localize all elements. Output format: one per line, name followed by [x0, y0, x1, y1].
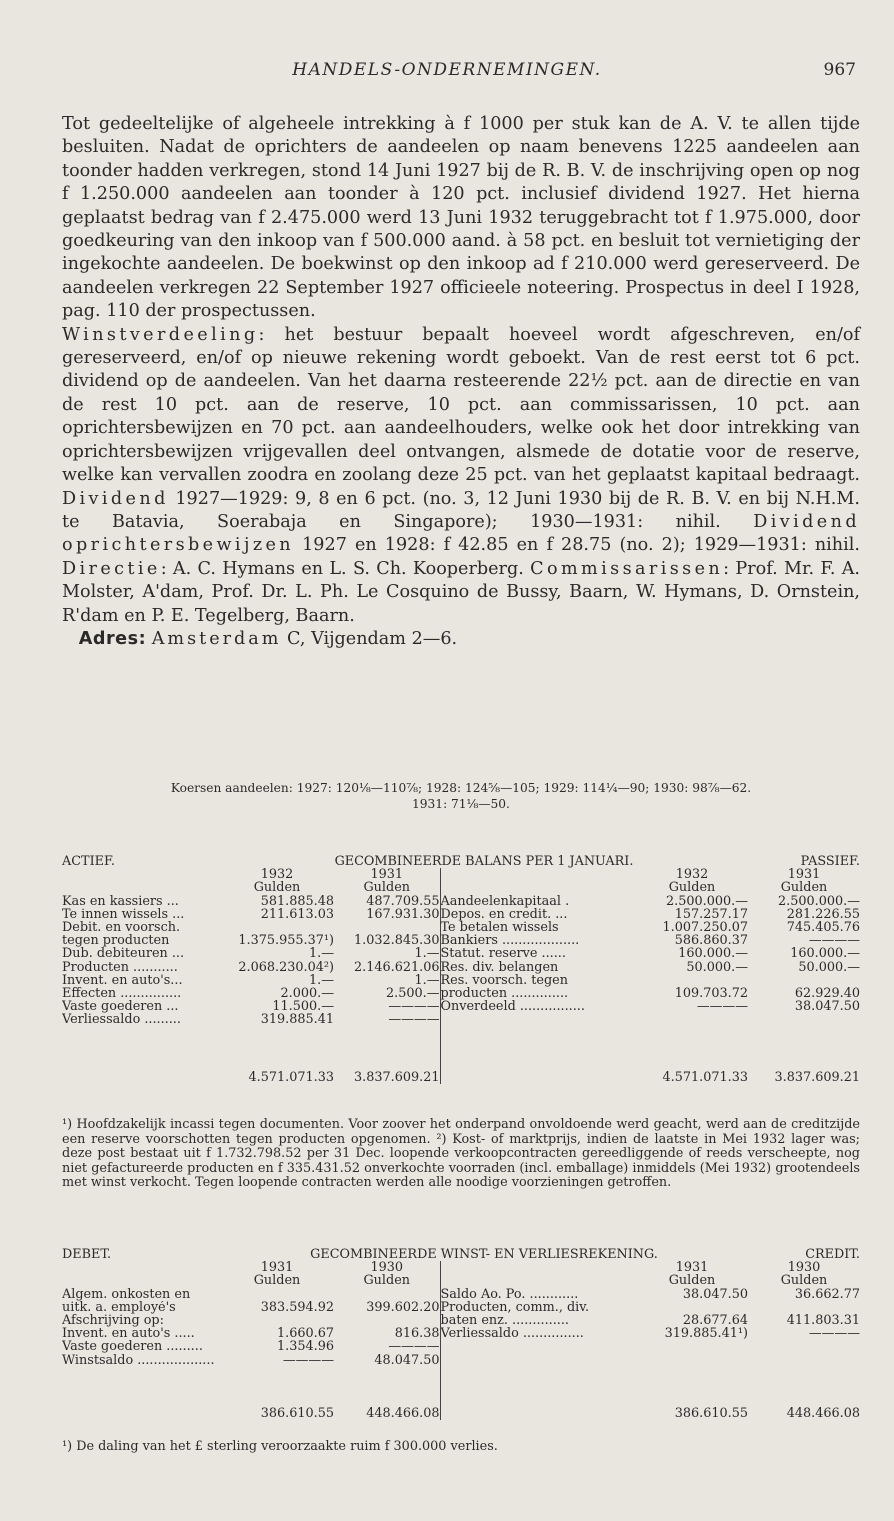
winst-spacer-cell [636, 1367, 748, 1407]
balans-value-right-2 [748, 974, 860, 987]
balans-total-right-1: 4.571.071.33 [662, 1070, 748, 1084]
winst-totals-row [62, 1407, 860, 1420]
balans-value-left-1: 211.613.03 [260, 907, 334, 922]
winst-year-left-2: 1930 [370, 1261, 404, 1275]
winst-title-row [62, 1248, 860, 1261]
balans-unit-spacer-left [62, 881, 220, 894]
balans-row [62, 974, 860, 987]
issue-history-text: Tot gedeeltelijke of algeheele intrekking à f 1000 per stuk kan de A. V. te allen tijde besluiten. Nadat de oprichters de aandeelen op naam benevens 1225 aandeelen aan toonder hadden verkregen, stond 14 Juni 1927 bij de R. B. V. de inschrijving open op nog f 1.250.000 aandeelen aan toonder à 120 pct. inclusief dividend 1927. Het hierna geplaatst bedrag van f 2.475.000 werd 13 Juni 1932 teruggebracht tot f 1.975.000, door goedkeuring van den inkoop van f 500.000 aand. à 58 pct. en besluit tot vernietiging der ingekochte aandeelen. De boekwinst op den inkoop ad f 210.000 werd gereserveerd. De aandeelen verkregen 22 September 1927 officieele noteering. Prospectus in deel I 1928, pag. 110 der prospectussen. [62, 114, 860, 322]
paragraph-issue-history [62, 113, 860, 324]
koersen-line-2: 1931: 71⅛—50. [412, 797, 510, 811]
winstverdeeling-heading: Winstverdeeling [62, 324, 259, 345]
balans-row [62, 961, 860, 974]
winst-unit-spacer-left [62, 1274, 220, 1287]
winst-value-left-2: 399.602.20 [366, 1300, 440, 1315]
balans-row [62, 1013, 860, 1026]
winst-value-right-2: 411.803.31 [786, 1314, 860, 1328]
winst-value-right-2: 36.662.77 [794, 1287, 860, 1301]
winst-spacer-row [62, 1367, 860, 1407]
winst-year-left-1: 1931 [260, 1261, 294, 1275]
winst-title-right: CREDIT. [805, 1248, 860, 1262]
adres-street: C, Vijgendam 2—6. [281, 628, 458, 649]
winst-spacer-cell [748, 1367, 860, 1407]
balans-spacer-cell [334, 1027, 440, 1071]
winst-label-left: Invent. en auto's ..... [62, 1327, 195, 1341]
balans-title-row [62, 855, 860, 868]
winst-value-left-1 [220, 1314, 334, 1327]
directie-text: : A. C. Hymans en L. S. Ch. Kooperberg. [160, 558, 531, 579]
winst-row [62, 1314, 860, 1327]
dividend-oprichtersbewijzen-text: 1927 en 1928: f 42.85 en f 28.75 (no. 2); 1929—1931: nihil. [294, 535, 860, 556]
dividend-oprichtersbewijzen-heading: Dividend oprichtersbewijzen [62, 511, 860, 556]
winst-value-left-1: ———— [282, 1353, 334, 1367]
balans-label-right: Onverdeeld ................ [440, 1000, 636, 1013]
winst-verlies-table [62, 1248, 860, 1420]
winst-years-spacer-right [440, 1261, 636, 1274]
winst-label-left: Winstsaldo ................... [62, 1353, 215, 1367]
balans-value-left-2: 1.032.845.30 [354, 934, 440, 948]
balans-value-right-2 [748, 1013, 860, 1026]
winst-label-left: Algem. onkosten en [62, 1287, 191, 1301]
balans-unit-spacer-right [440, 881, 636, 894]
winst-title-left: DEBET. [62, 1248, 112, 1262]
balans-label-right: Bankiers ................... [440, 934, 636, 947]
winst-value-left-2 [334, 1288, 440, 1301]
winst-unit-right-2: Gulden [780, 1274, 828, 1288]
winst-label-right [440, 1354, 636, 1367]
balans-spacer-row [62, 1027, 860, 1071]
winst-label-left: Afschrijving op: [62, 1314, 164, 1328]
balans-value-left-2: ———— [388, 1013, 440, 1027]
winst-value-left-1: 383.594.92 [260, 1300, 334, 1315]
balans-value-left-2 [334, 921, 440, 934]
winst-row [62, 1288, 860, 1301]
winst-label-right: baten enz. .............. [440, 1314, 636, 1327]
commissarissen-heading: Commissarissen [530, 558, 724, 579]
balans-spacer-cell [748, 1027, 860, 1071]
balans-label-right [440, 1013, 636, 1026]
winst-spacer-cell [440, 1367, 636, 1407]
balans-row [62, 934, 860, 947]
balans-year-right-2: 1931 [787, 868, 821, 882]
balans-unit-row [62, 881, 860, 894]
balans-row [62, 921, 860, 934]
winst-footnotes [62, 1440, 860, 1455]
balans-value-right-1: 157.257.17 [674, 907, 748, 922]
balans-spacer-cell [440, 1027, 636, 1071]
balans-label-left: Producten ........... [62, 960, 178, 974]
koersen-line-1: Koersen aandeelen: 1927: 120⅛—110⅞; 1928: 124⅝—105; 1929: 114¼—90; 1930: 98⅞—62. [170, 781, 752, 795]
winst-label-right: Producten, comm., div. [440, 1301, 636, 1314]
balans-value-left-1: 2.068.230.04²) [238, 960, 334, 974]
running-title: HANDELS-ONDERNEMINGEN. [292, 60, 602, 80]
winst-total-right-2: 448.466.08 [786, 1406, 860, 1421]
balans-value-right-1: 586.860.37 [674, 934, 748, 948]
balans-label-left: Dub. debiteuren ... [62, 947, 185, 961]
balans-row [62, 908, 860, 921]
balans-row [62, 895, 860, 908]
winst-total-left-2: 448.466.08 [366, 1406, 440, 1421]
balans-label-left: Kas en kassiers ... [62, 894, 179, 908]
balans-value-left-1: 1.— [308, 973, 334, 988]
balans-value-right-1 [636, 974, 748, 987]
winst-label-right: Saldo Ao. Po. ............ [440, 1288, 636, 1301]
winst-unit-right-1: Gulden [668, 1274, 716, 1288]
balans-label-left: Invent. en auto's... [62, 973, 183, 988]
balans-totals-spacer-left [62, 1071, 220, 1084]
balans-label-right: Res. voorsch. tegen [440, 974, 636, 987]
balans-title-center: GECOMBINEERDE BALANS PER 1 JANUARI. [334, 855, 634, 869]
winst-row [62, 1354, 860, 1367]
winst-total-right-1: 386.610.55 [674, 1406, 748, 1421]
winstverdeeling-text: : het bestuur bepaalt hoeveel wordt afgeschreven, en/of gereserveerd, en/of op nieuwe rekening wordt geboekt. Van de rest eerst tot 6 pct. dividend op de aandeelen. Van het daarna resteerende 22½ pct. aan de directie en van de rest 10 pct. aan de reserve, 10 pct. aan commissarissen, 10 pct. aan oprichtersbewijzen en 70 pct. aan aandeelhouders, welke ook het door intrekking van oprichtersbewijzen vrijgevallen deel ontvangen, alsmede de dotatie voor de reserve, welke kan vervallen zoodra en zoolang deze 25 pct. van het geplaatst kapitaal bedraagt. [62, 324, 860, 486]
winst-value-left-2: 48.047.50 [374, 1353, 440, 1367]
winst-unit-left-2: Gulden [363, 1274, 411, 1288]
balans-value-right-1: 50.000.— [686, 960, 748, 974]
winst-row [62, 1340, 860, 1353]
balans-row [62, 987, 860, 1000]
balans-year-left-2: 1931 [370, 868, 404, 882]
paragraph-adres [62, 628, 860, 651]
balans-value-left-1 [220, 921, 334, 934]
winst-label-right: Verliessaldo ............... [440, 1327, 636, 1340]
balans-label-left: tegen producten [62, 934, 170, 948]
winst-spacer-cell [334, 1367, 440, 1407]
body-text [62, 113, 860, 651]
winst-value-right-1 [636, 1340, 748, 1353]
balans-totals-row [62, 1071, 860, 1084]
winst-value-left-1: 1.354.96 [277, 1340, 334, 1354]
balans-title-left: ACTIEF. [62, 855, 115, 869]
balans-value-left-2: ———— [388, 1000, 440, 1014]
winst-value-right-2: ———— [808, 1327, 860, 1341]
balans-label-right: Aandeelenkapitaal . [440, 895, 636, 908]
winst-value-left-2: ———— [388, 1340, 440, 1354]
balans-value-left-1: 1.375.955.37¹) [238, 934, 334, 948]
balans-value-right-1: ———— [696, 1000, 748, 1014]
balans-footnotes [62, 1118, 860, 1191]
balans-value-left-2: 487.709.55 [366, 894, 440, 908]
balans-spacer-cell [636, 1027, 748, 1071]
winst-value-right-2 [748, 1354, 860, 1367]
commissarissen-text: : Prof. Mr. F. A. Molster, A'dam, Prof. Dr. L. Ph. Le Cosquino de Bussy, Baarn, W. Hymans, D. Ornstein, R'dam en P. E. Tegelberg, Baarn. [62, 558, 861, 626]
winst-unit-left-1: Gulden [253, 1274, 301, 1288]
balans-value-left-2: 2.500.— [386, 987, 440, 1001]
dividend-heading: Dividend [62, 488, 169, 509]
winst-years-row [62, 1261, 860, 1274]
balans-table [62, 855, 860, 1084]
balans-value-left-2: 1.— [414, 973, 440, 988]
balans-value-left-1: 1.— [308, 947, 334, 961]
paragraph-details [62, 324, 860, 628]
winst-unit-spacer-right [440, 1274, 636, 1287]
balans-year-left-1: 1932 [260, 868, 294, 882]
balans-value-left-2: 2.146.621.06 [354, 960, 440, 974]
directie-heading: Directie [62, 558, 161, 579]
balans-label-left: Te innen wissels ... [62, 907, 185, 922]
balans-value-right-2: ———— [808, 934, 860, 948]
winst-value-left-2 [334, 1314, 440, 1327]
balans-value-left-2: 167.931.30 [366, 907, 440, 922]
balans-value-right-1: 1.007.250.07 [662, 921, 748, 935]
winst-totals-spacer-right [440, 1407, 636, 1420]
balans-totals-spacer-right [440, 1071, 636, 1084]
balans-row [62, 947, 860, 960]
winst-value-right-1: 319.885.41¹) [664, 1327, 748, 1341]
winst-label-right [440, 1340, 636, 1353]
balans-unit-right-2: Gulden [780, 881, 828, 895]
balans-value-right-1 [636, 1013, 748, 1026]
balans-years-spacer-right [440, 868, 636, 881]
winst-years-spacer-left [62, 1261, 220, 1274]
balans-value-right-1: 109.703.72 [674, 987, 748, 1001]
balans-year-right-1: 1932 [675, 868, 709, 882]
balans-total-right-2: 3.837.609.21 [774, 1070, 860, 1084]
balans-value-right-1: 2.500.000.— [666, 894, 748, 908]
dividend-text: 1927—1929: 9, 8 en 6 pct. (no. 3, 12 Juni 1930 bij de R. B. V. en bij N.H.M. te Batavia, Soerabaja en Singapore); 1930—1931: nihil. [62, 488, 860, 532]
balans-value-right-2: 2.500.000.— [778, 894, 860, 908]
winst-value-left-1: 1.660.67 [277, 1327, 334, 1341]
balans-label-left: Debit. en voorsch. [62, 921, 181, 935]
balans-value-right-2: 62.929.40 [794, 987, 860, 1001]
running-header [0, 60, 894, 86]
balans-label-right: producten .............. [440, 987, 636, 1000]
balans-value-right-2: 745.405.76 [786, 921, 860, 935]
adres-label: Adres: [78, 628, 147, 649]
balans-label-left: Vaste goederen ... [62, 1000, 179, 1014]
winst-value-right-1 [636, 1354, 748, 1367]
winst-value-right-2 [748, 1340, 860, 1353]
winst-label-left: uitk. a. employé's [62, 1300, 176, 1315]
winst-unit-row [62, 1274, 860, 1287]
adres-city: Amsterdam [151, 628, 282, 649]
winst-year-right-2: 1930 [787, 1261, 821, 1275]
winst-year-right-1: 1931 [675, 1261, 709, 1275]
balans-unit-right-1: Gulden [668, 881, 716, 895]
winst-spacer-cell [62, 1367, 220, 1407]
balans-title-right: PASSIEF. [800, 855, 860, 869]
winst-value-right-2 [748, 1301, 860, 1314]
balans-grid [62, 855, 860, 1084]
page-number: 967 [823, 60, 856, 80]
balans-value-right-2: 281.226.55 [786, 907, 860, 922]
winst-spacer-cell [220, 1367, 334, 1407]
balans-label-right: Depos. en credit. ... [440, 908, 636, 921]
balans-value-right-1: 160.000.— [678, 947, 748, 961]
winst-value-left-2: 816.38 [394, 1327, 440, 1341]
balans-footnote-text: ¹) Hoofdzakelijk incassi tegen documenten. Voor zoover het onderpand onvoldoende werd geacht, werd aan de creditzijde een reserve voorschotten tegen producten opgenomen. ²) Kost- of marktprijs, indien de laatste in Mei 1932 lager was; deze post bestaat uit f 1.732.798.52 per 31 Dec. loopende verkoopcontracten gereedliggende of reeds verscheepte, nog niet gefactureerde producten en f 335.431.52 onverkochte voorraden (incl. emballage) inmiddels (Mei 1932) grootendeels met winst verkocht. Tegen loopende contracten werden alle noodige voorzieningen getroffen. [62, 1117, 860, 1191]
winst-totals-spacer-left [62, 1407, 220, 1420]
balans-label-right: Statut. reserve ...... [440, 947, 636, 960]
winst-label-left: Vaste goederen ......... [62, 1340, 203, 1354]
balans-label-right: Res. div. belangen [440, 961, 636, 974]
balans-label-right: Te betalen wissels [440, 921, 636, 934]
balans-value-right-2: 50.000.— [798, 960, 860, 974]
winst-footnote-text: ¹) De daling van het £ sterling veroorzaakte ruim f 300.000 verlies. [62, 1439, 498, 1454]
balans-total-left-2: 3.837.609.21 [354, 1070, 440, 1084]
balans-value-right-2: 38.047.50 [794, 1000, 860, 1014]
winst-grid [62, 1248, 860, 1420]
balans-unit-left-2: Gulden [363, 881, 411, 895]
winst-value-right-1 [636, 1301, 748, 1314]
winst-value-right-1: 38.047.50 [682, 1287, 748, 1301]
balans-row [62, 1000, 860, 1013]
balans-years-row [62, 868, 860, 881]
balans-value-left-1: 319.885.41 [260, 1013, 334, 1027]
balans-spacer-cell [62, 1027, 220, 1071]
winst-title-center: GECOMBINEERDE WINST- EN VERLIESREKENING. [310, 1248, 658, 1262]
balans-value-left-1: 2.000.— [280, 987, 334, 1001]
balans-unit-left-1: Gulden [253, 881, 301, 895]
balans-total-left-1: 4.571.071.33 [248, 1070, 334, 1084]
winst-total-left-1: 386.610.55 [260, 1406, 334, 1421]
balans-value-left-1: 11.500.— [272, 1000, 334, 1014]
winst-value-left-1 [220, 1288, 334, 1301]
winst-value-right-1: 28.677.64 [682, 1314, 748, 1328]
balans-spacer-cell [220, 1027, 334, 1071]
koersen-aandeelen [62, 780, 860, 812]
balans-value-left-2: 1.— [414, 947, 440, 961]
balans-value-right-2: 160.000.— [790, 947, 860, 961]
balans-value-left-1: 581.885.48 [260, 894, 334, 908]
winst-row [62, 1301, 860, 1314]
balans-years-spacer-left [62, 868, 220, 881]
balans-label-left: Effecten ............... [62, 987, 182, 1001]
balans-label-left: Verliessaldo ......... [62, 1013, 181, 1027]
winst-row [62, 1327, 860, 1340]
